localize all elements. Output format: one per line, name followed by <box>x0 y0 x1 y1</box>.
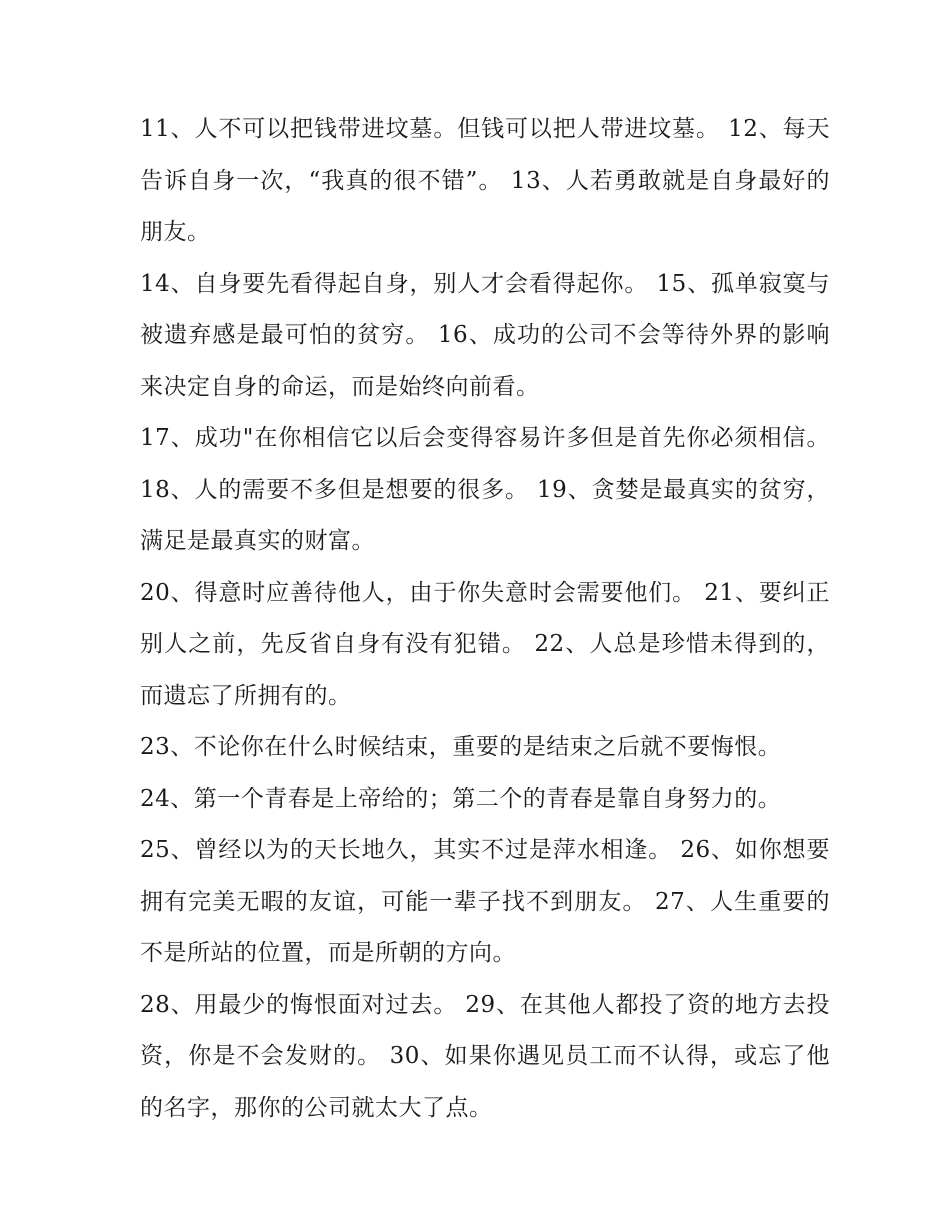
paragraph-quotes-20-22: 20、得意时应善待他人，由于你失意时会需要他们。 21、要纠正别人之前，先反省自身有没有犯错。 22、人总是珍惜未得到的，而遗忘了所拥有的。 <box>140 579 830 709</box>
paragraph-quotes-14-16: 14、自身要先看得起自身，别人才会看得起你。 15、孤单寂寞与被遗弃感是最可怕的贫穷。 16、成功的公司不会等待外界的影响来决定自身的命运，而是始终向前看。 <box>140 270 830 400</box>
paragraph-quotes-17-19: 17、成功"在你相信它以后会变得容易许多但是首先你必须相信。 18、人的需要不多但是想要的很多。 19、贪婪是最真实的贫穷，满足是最真实的财富。 <box>140 425 830 554</box>
paragraph-quote-23: 23、不论你在什么时候结束，重要的是结束之后就不要悔恨。 <box>140 734 782 760</box>
paragraph-quotes-28-30: 28、用最少的悔恨面对过去。 29、在其他人都投了资的地方去投资，你是不会发财的。 30、如果你遇见员工而不认得，或忘了他的名字，那你的公司就太大了点。 <box>140 991 830 1121</box>
paragraph-quotes-11-13: 11、人不可以把钱带进坟墓。但钱可以把人带进坟墓。 12、每天告诉自身一次，“我真的很不错”。 13、人若勇敢就是自身最好的朋友。 <box>140 116 830 245</box>
paragraph-quotes-25-27: 25、曾经以为的天长地久，其实不过是萍水相逢。 26、如你想要拥有完美无暇的友谊，可能一辈子找不到朋友。 27、人生重要的不是所站的位置，而是所朝的方向。 <box>140 837 830 966</box>
paragraph-quote-24: 24、第一个青春是上帝给的；第二个的青春是靠自身努力的。 <box>140 785 782 812</box>
document-body <box>140 104 830 1134</box>
